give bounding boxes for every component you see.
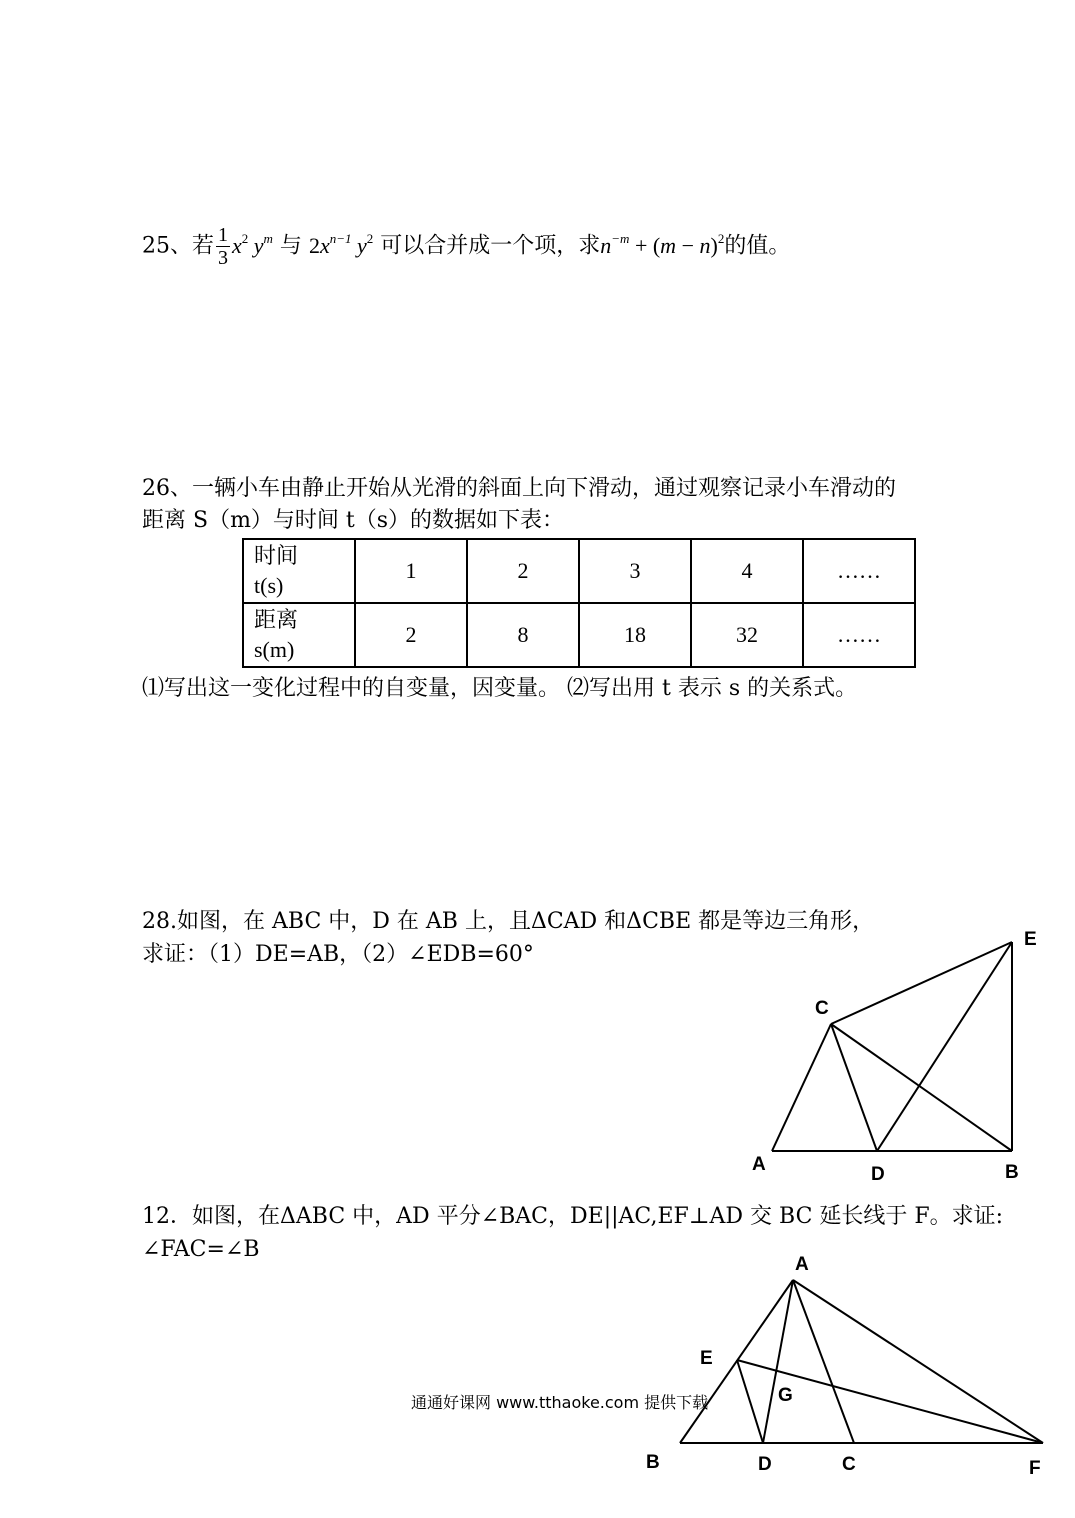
table-cell: 1 <box>355 539 467 603</box>
fraction-numerator: 1 <box>218 224 228 246</box>
expr-minus: − <box>676 232 700 258</box>
label-F: F <box>1029 1458 1041 1479</box>
expr-exp: −m <box>611 230 630 246</box>
table-cell: 2 <box>467 539 579 603</box>
term2-coef: 2 <box>308 232 320 258</box>
question-28-line2: 求证：（1）DE=AB，（2）∠EDB=60° <box>142 942 534 967</box>
term1-var-y: y <box>253 232 264 258</box>
label-B: B <box>1005 1162 1019 1183</box>
table-cell: …… <box>803 603 915 667</box>
table-cell: 32 <box>691 603 803 667</box>
label-E: E <box>1024 929 1037 950</box>
term1-exp-x: 2 <box>241 230 249 246</box>
question-28-line1: 28.如图，在 ABC 中，D 在 AB 上，且ΔCAD 和ΔCBE 都是等边三角形， <box>142 909 875 934</box>
question-12-line1: 12．如图，在ΔABC 中，AD 平分∠BAC，DE||AC,EF⊥AD 交 BC 延长线于 F。求证: <box>142 1204 1004 1229</box>
term2-exp-y: 2 <box>366 230 374 246</box>
q25-connector: 与 <box>279 233 302 259</box>
term2-var-x: x <box>319 232 330 258</box>
row-header-distance: 距离 s(m) <box>243 603 355 667</box>
term2-exp-x: n−1 <box>329 230 352 246</box>
label-E: E <box>700 1348 713 1369</box>
segment-AC <box>793 1280 854 1443</box>
term1-var-x: x <box>232 232 242 258</box>
term2-var-y: y <box>356 232 367 258</box>
expr-base: n <box>600 232 612 258</box>
q25-suffix: 的值。 <box>724 233 791 259</box>
expr-m: m <box>660 232 677 258</box>
label-A: A <box>752 1154 766 1175</box>
label-D: D <box>758 1454 772 1475</box>
expr-close: ) <box>710 232 718 258</box>
question-26-subquestions: ⑴写出这一变化过程中的自变量，因变量。 ⑵写出用 t 表示 s 的关系式。 <box>142 676 858 701</box>
question-26-line1: 26、一辆小车由静止开始从光滑的斜面上向下滑动，通过观察记录小车滑动的 <box>142 476 896 501</box>
q25-middle: 可以合并成一个项，求 <box>380 233 601 259</box>
label-G: G <box>778 1385 793 1406</box>
table-cell: 4 <box>691 539 803 603</box>
question-26-line2: 距离 S（m）与时间 t（s）的数据如下表： <box>142 508 565 533</box>
q25-prefix: 25、若 <box>142 233 214 259</box>
footer-source: 通通好课网 www.tthaoke.com 提供下载 <box>411 1393 709 1412</box>
table-cell: 3 <box>579 539 691 603</box>
expr-n: n <box>699 232 711 258</box>
label-A: A <box>795 1254 809 1275</box>
expr-plus: + ( <box>629 232 661 258</box>
label-B: B <box>646 1452 660 1473</box>
table-cell: 8 <box>467 603 579 667</box>
segment-AD <box>763 1280 793 1443</box>
table-cell: …… <box>803 539 915 603</box>
label-D: D <box>871 1164 885 1185</box>
label-C: C <box>842 1454 856 1475</box>
label-C: C <box>815 998 829 1019</box>
fraction-denominator: 3 <box>218 247 228 269</box>
table-cell: 18 <box>579 603 691 667</box>
segment-AF <box>793 1280 1043 1443</box>
expr-square: 2 <box>717 230 725 246</box>
question-12-line2: ∠FAC=∠B <box>142 1237 260 1262</box>
segment-ED <box>737 1360 763 1443</box>
row-header-time: 时间 t(s) <box>243 539 355 603</box>
term1-exp-y: m <box>263 230 273 246</box>
table-cell: 2 <box>355 603 467 667</box>
